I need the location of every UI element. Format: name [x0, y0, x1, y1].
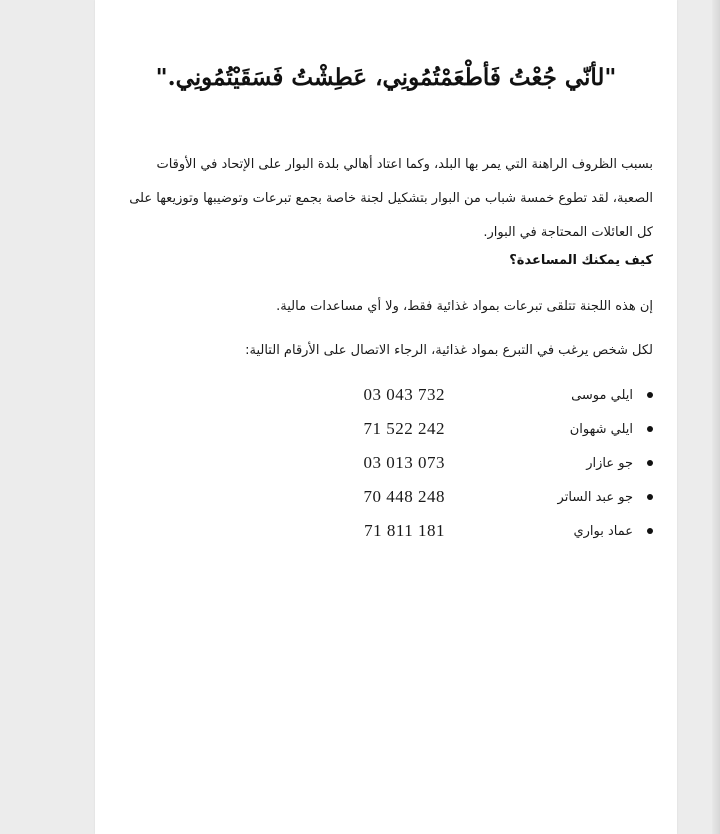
help-question-heading: كيف يمكنك المساعدة؟ — [509, 253, 653, 268]
contact-item — [273, 480, 653, 514]
info-paragraph: إن هذه اللجنة تتلقى تبرعات بمواد غذائية فقط، ولا أي مساعدات مالية. — [276, 299, 653, 314]
bullet-icon — [647, 460, 653, 466]
document-title: "لأنّي جُعْتُ فَأطْعَمْتُمُونِي، عَطِشْتُ فَسَقَيْتُمُونِي." — [155, 64, 617, 91]
contact-item — [273, 412, 653, 446]
bullet-icon — [647, 494, 653, 500]
contact-name: عماد بواري — [573, 523, 633, 539]
contact-phone-number: 71 811 181 — [364, 521, 445, 540]
window-edge-shadow — [712, 0, 720, 834]
intro-paragraph: بسبب الظروف الراهنة التي يمر بها البلد، وكما اعتاد أهالي بلدة البوار على الإتحاد في الأوقات الصعبة، لقد تطوع خمسة شباب من البوار بتشكيل لجنة خاصة بجمع تبرعات وتوضيبها وتوزيعها على كل العائلات المحتاجة في البوار. — [129, 157, 653, 240]
contact-name: ايلي موسى — [571, 387, 633, 403]
contact-list — [273, 378, 653, 548]
contact-name: ايلي شهوان — [569, 421, 633, 437]
contact-item — [273, 514, 653, 548]
contact-name: جو عازار — [586, 455, 633, 471]
contact-item — [273, 446, 653, 480]
bullet-icon — [647, 426, 653, 432]
contact-name: جو عبد الساتر — [557, 489, 633, 505]
contact-item — [273, 378, 653, 412]
contact-phone-number: 71 522 242 — [363, 419, 445, 438]
contact-phone-number: 03 043 732 — [363, 385, 445, 404]
document-page — [95, 0, 677, 834]
bullet-icon — [647, 528, 653, 534]
bullet-icon — [647, 392, 653, 398]
contact-phone-number: 03 013 073 — [363, 453, 445, 472]
call-to-action-paragraph: لكل شخص يرغب في التبرع بمواد غذائية، الرجاء الاتصال على الأرقام التالية: — [245, 343, 653, 358]
contact-phone-number: 70 448 248 — [363, 487, 445, 506]
